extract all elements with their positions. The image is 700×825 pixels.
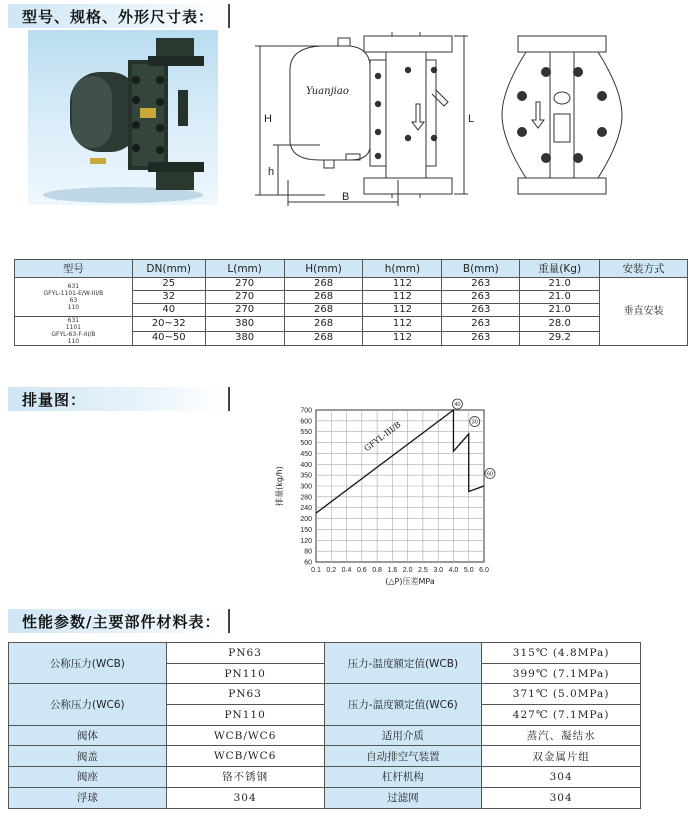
model-line: 1101 xyxy=(65,324,82,331)
cell-weight: 28.0 xyxy=(520,317,600,332)
label-cell: 杠杆机构 xyxy=(324,767,482,788)
value-cell: 蒸汽、凝结水 xyxy=(482,725,641,746)
x-tick-label: 0.2 xyxy=(326,567,337,574)
cell-l: 380 xyxy=(205,331,284,346)
cell-weight: 21.0 xyxy=(520,291,600,304)
cell-h: 112 xyxy=(363,304,442,317)
x-tick-label: 0.1 xyxy=(311,567,321,574)
label-cell: 阀座 xyxy=(9,767,167,788)
table-row xyxy=(9,746,641,767)
x-tick-label: 0.8 xyxy=(372,567,382,574)
cell-H: 268 xyxy=(284,317,363,332)
y-tick-label: 150 xyxy=(300,526,312,534)
series-label: GFYL-III/B xyxy=(362,419,403,454)
table-row xyxy=(9,643,641,664)
table-row xyxy=(9,725,641,746)
cell-dn: 32 xyxy=(132,291,205,304)
model-cell-1 xyxy=(15,278,133,317)
y-tick-label: 80 xyxy=(304,548,312,556)
material-section-header xyxy=(8,609,230,633)
spec-section-title: 型号、规格、外形尺寸表： xyxy=(22,8,215,26)
cell-l: 270 xyxy=(205,278,284,291)
x-tick-label: 0.6 xyxy=(356,567,367,574)
cell-l: 270 xyxy=(205,304,284,317)
x-tick-label: 3.0 xyxy=(433,567,444,574)
table-row xyxy=(9,787,641,808)
label-cell: 阀体 xyxy=(9,725,167,746)
value-cell: 铬不锈钢 xyxy=(166,767,324,788)
header-install: 安装方式 xyxy=(600,260,688,278)
steam-trap-illustration xyxy=(28,30,218,205)
install-cell: 垂直安装 xyxy=(600,278,688,346)
y-tick-label: 300 xyxy=(300,483,312,491)
model-line: 631 xyxy=(67,283,80,290)
cell-H: 268 xyxy=(284,278,363,291)
cell-b: 263 xyxy=(442,304,520,317)
value-cell: WCB/WC6 xyxy=(166,725,324,746)
label-cell: 压力-温度额定值(WC6) xyxy=(324,684,482,725)
cell-h: 112 xyxy=(363,278,442,291)
label-cell: 过滤网 xyxy=(324,787,482,808)
material-section-title: 性能参数/主要部件材料表： xyxy=(22,613,221,631)
value-cell: 双金属片组 xyxy=(482,746,641,767)
model-cell-2 xyxy=(15,317,133,346)
table-row xyxy=(15,317,688,332)
cell-weight: 21.0 xyxy=(520,278,600,291)
value-cell: 427℃ (7.1MPa) xyxy=(482,705,641,726)
flow-section-header xyxy=(8,387,230,411)
cell-l: 270 xyxy=(205,291,284,304)
dim-L-label: L xyxy=(468,113,475,125)
spec-header-row xyxy=(15,260,688,278)
x-tick-label: 2.0 xyxy=(402,567,413,574)
y-axis-label: 排量(kg/h) xyxy=(275,466,284,506)
value-cell: PN63 xyxy=(166,643,324,664)
cell-dn: 20~32 xyxy=(132,317,205,332)
x-tick-label: 1.6 xyxy=(387,567,398,574)
cell-H: 268 xyxy=(284,291,363,304)
table-row xyxy=(15,278,688,291)
cell-weight: 21.0 xyxy=(520,304,600,317)
x-tick-label: 5.0 xyxy=(463,567,474,574)
value-cell: 304 xyxy=(166,787,324,808)
dim-B-label: B xyxy=(342,191,350,203)
dimension-drawing xyxy=(250,30,690,210)
cell-b: 263 xyxy=(442,291,520,304)
cell-h: 112 xyxy=(363,331,442,346)
value-cell: WCB/WC6 xyxy=(166,746,324,767)
model-line: GFYL-63-F-III/B xyxy=(51,331,96,338)
model-line: 110 xyxy=(67,338,80,345)
x-tick-label: 4.0 xyxy=(448,567,459,574)
cell-dn: 40~50 xyxy=(132,331,205,346)
spec-table xyxy=(14,259,688,346)
cell-dn: 25 xyxy=(132,278,205,291)
y-tick-label: 400 xyxy=(300,461,312,469)
y-tick-label: 550 xyxy=(300,429,312,437)
y-tick-label: 120 xyxy=(300,537,312,545)
x-tick-label: 0.4 xyxy=(341,567,352,574)
y-tick-label: 450 xyxy=(300,450,312,458)
cell-dn: 40 xyxy=(132,304,205,317)
cell-h: 112 xyxy=(363,317,442,332)
cell-h: 112 xyxy=(363,291,442,304)
value-cell: 304 xyxy=(482,787,641,808)
header-b: B(mm) xyxy=(442,260,520,278)
table-row xyxy=(9,767,641,788)
value-cell: 304 xyxy=(482,767,641,788)
annotation-label: 40 xyxy=(454,402,461,409)
value-cell: 399℃ (7.1MPa) xyxy=(482,663,641,684)
header-h: h(mm) xyxy=(363,260,442,278)
product-photo xyxy=(28,30,218,205)
value-cell: PN110 xyxy=(166,705,324,726)
cell-H: 268 xyxy=(284,331,363,346)
value-cell: PN110 xyxy=(166,663,324,684)
label-cell: 压力-温度额定值(WCB) xyxy=(324,643,482,684)
dim-h-label: h xyxy=(268,166,275,178)
brand-logo: Yuanjiao xyxy=(306,86,349,97)
dim-H-label: H xyxy=(264,113,272,125)
label-cell: 浮球 xyxy=(9,787,167,808)
spec-section-header xyxy=(8,4,230,28)
cell-H: 268 xyxy=(284,304,363,317)
x-axis-label: (△P)压差MPa xyxy=(385,577,435,586)
label-cell: 自动排空气装置 xyxy=(324,746,482,767)
cell-b: 263 xyxy=(442,331,520,346)
flow-section-title: 排量图： xyxy=(22,391,87,409)
header-model: 型号 xyxy=(15,260,133,278)
label-cell: 阀盖 xyxy=(9,746,167,767)
flow-chart xyxy=(272,398,502,598)
y-tick-label: 60 xyxy=(304,559,312,567)
y-tick-label: 280 xyxy=(300,494,312,502)
label-cell: 公称压力(WCB) xyxy=(9,643,167,684)
y-tick-label: 500 xyxy=(300,440,312,448)
table-row xyxy=(9,684,641,705)
y-tick-label: 240 xyxy=(300,505,312,513)
header-H: H(mm) xyxy=(284,260,363,278)
value-cell: 371℃ (5.0MPa) xyxy=(482,684,641,705)
y-tick-label: 200 xyxy=(300,516,312,524)
value-cell: 315℃ (4.8MPa) xyxy=(482,643,641,664)
cell-b: 263 xyxy=(442,278,520,291)
label-cell: 公称压力(WC6) xyxy=(9,684,167,725)
annotation-label: 60 xyxy=(486,471,494,478)
model-line: 631 xyxy=(67,317,80,324)
value-cell: PN63 xyxy=(166,684,324,705)
material-table xyxy=(8,642,641,809)
model-line: 63 xyxy=(69,297,78,304)
header-weight: 重量(Kg) xyxy=(520,260,600,278)
model-line: GFYL-1101-E/W-III/B xyxy=(43,290,104,297)
annotation-label: 30 xyxy=(471,419,478,426)
y-tick-label: 600 xyxy=(300,418,312,426)
model-line: 110 xyxy=(67,304,80,311)
label-cell: 适用介质 xyxy=(324,725,482,746)
header-dn: DN(mm) xyxy=(132,260,205,278)
x-tick-label: 6.0 xyxy=(479,567,489,574)
x-tick-label: 2.5 xyxy=(418,567,428,574)
y-tick-label: 700 xyxy=(300,407,312,415)
y-tick-label: 350 xyxy=(300,472,312,480)
cell-b: 263 xyxy=(442,317,520,332)
header-l: L(mm) xyxy=(205,260,284,278)
cell-weight: 29.2 xyxy=(520,331,600,346)
cell-l: 380 xyxy=(205,317,284,332)
